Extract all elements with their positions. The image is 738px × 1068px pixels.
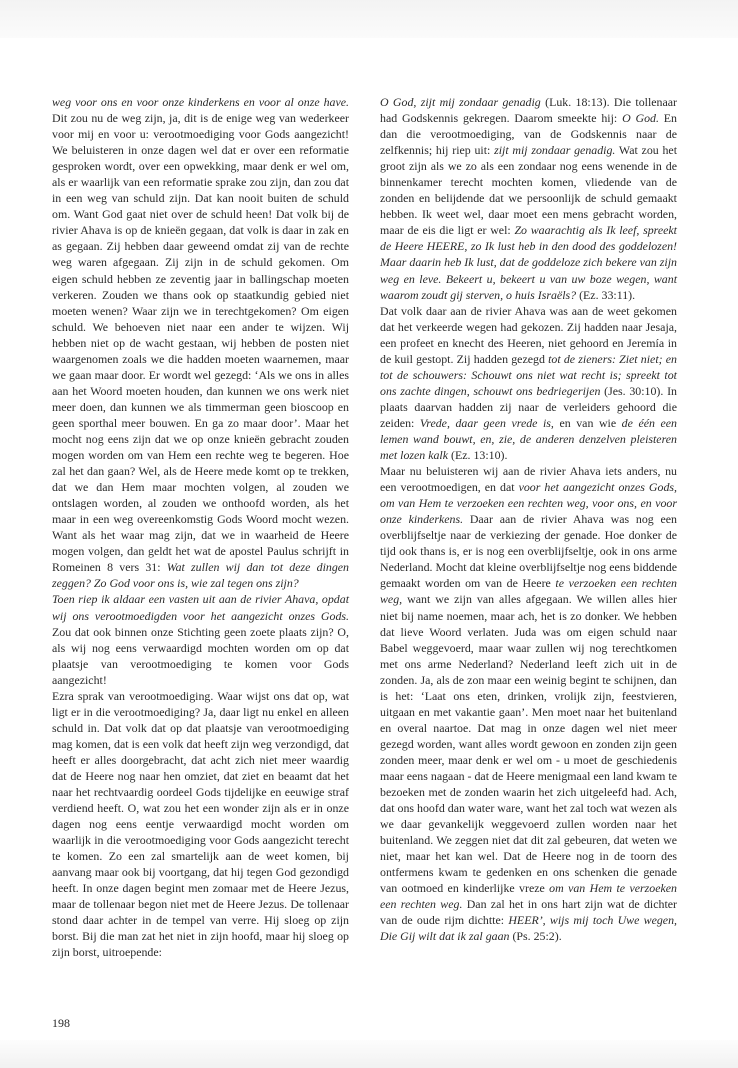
text-column-right xyxy=(380,94,677,944)
text: Dat volk daar aan de rivier Ahava was aan de weet gekomen dat het verkeerde wegen had gekozen. Zij hadden naar Jesaja, een profeet en knecht des Heeren, niet gehoord en Jeremía in de kuil gestopt. Zij hadden gezegd xyxy=(380,303,677,366)
text: Wat zou het groot zijn als we zo als een zondaar nog eens wenende in de binnenkamer terecht mochten komen, vliedende van de zonden en belijdende dat we persoonlijk de schuld gemaakt hebben. Ik weet wel, daar moet een mens gebracht worden, maar de eis die ligt er wel: xyxy=(380,143,678,238)
text-italic: Zo waarachtig als Ik leef, spreekt de Heere HEERE, zo Ik lust heb in den dood des goddelozen! Maar daarin heb Ik lust, dat de goddeloze zich bekere van zijn weg en leve. Bekeert u, bekeert u van uw boze wegen, want waarom zoudt gij sterven, o huis Israëls? xyxy=(380,223,677,302)
text: (Jes. 30:10). In plaats daarvan hadden zij naar de verleiders gehoord die zeiden: xyxy=(380,383,677,430)
page-number: 198 xyxy=(52,1016,70,1030)
paragraph xyxy=(52,688,349,961)
text-italic: de één een lemen wand bouwt, en, zie, de anderen denzelven pleisteren met lozen kalk xyxy=(380,415,677,463)
text: (Ez. 33:11). xyxy=(576,287,636,302)
text: (Luk. 18:13). Die tollenaar had Godskennis gekregen. Daarom smeekte hij: xyxy=(380,95,677,126)
text: Daar aan de rivier Ahava was nog een overblijfseltje naar de verkiezing der genade. Hoe donker de tijd ook thans is, er is nog een overblijfseltje, ook in ons arme Nederland. Mocht dat kleine overblijfseltje nog eens biddende gemaakt worden om van de Heere xyxy=(380,512,677,591)
text-italic: Toen riep ik aldaar een vasten uit aan de rivier Ahava, opdat wij ons verootmoedigden voor het aangezicht onzes Gods. xyxy=(52,592,349,623)
text: (Ez. 13:10). xyxy=(448,448,508,463)
text-italic: O God, zijt mij zondaar genadig xyxy=(380,95,541,109)
text-italic: te verzoeken een rechten weg, xyxy=(380,576,677,607)
text-italic: om van Hem te verzoeken een rechten weg. xyxy=(380,881,677,912)
text: want we zijn van alles afgegaan. We willen alles hier niet bij name noemen, maar ach, het is zo donker. We hebben dat lieve Woord verlaten. Juda was om eigen schuld naar Babel weggevoerd, maar waar zullen wij nog terechtkomen met ons arme Nederland? Nederland leeft zich uit in de zonden. Ja, als de zon maar een weinig begint te schijnen, dan is het: ‘Laat ons eten, drinken, vrolijk zijn, feestvieren, uitgaan en met vakantie gaan’. Men moet naar het buitenland en overal naartoe. Dat mag in onze dagen wel niet meer gezegd worden, want alles wordt gewoon en zonden zijn geen zonden meer, maar denk er wel om - u moet de geschiedenis maar eens nagaan - dat de Heere menigmaal een land kwam te bezoeken met de zonden waarin het zich uitgeleefd had. Ach, dat ons hoofd dan water ware, want het zal toch wat wezen als we daar gevankelijk weggevoerd zullen worden naar het buitenland. We zeggen niet dat dit zal gebeuren, dat weten we niet, maar het kan wel. Dat de Heere nog in de toorn des ontfermens kwam te gedenken en ons schenken die genade van ootmoed en kinderlijke vreze xyxy=(380,592,677,896)
paragraph xyxy=(380,463,677,944)
paragraph xyxy=(380,94,677,303)
text: en van wie xyxy=(553,415,622,430)
scan-edge-top xyxy=(0,0,738,38)
text-italic: weg voor ons en voor onze kinderkens en voor al onze have. xyxy=(52,95,349,109)
text: Dit zou nu de weg zijn, ja, dit is de enige weg van wederkeer voor mij en voor u: verootmoediging voor Gods aangezicht! We beluisteren in onze dagen wel dat er over een reformatie gesproken wordt, over een opwekking, maar denk er wel om, als er waarlijk van een reformatie sprake zou zijn, dan zou dat in een weg van schuld zijn. Dat kan nooit buiten de schuld om. Want God gaat niet over de schuld heen! Dat volk bij de rivier Ahava is op de knieën gegaan, dat volk is daar in zak en as gegaan. Zij hebben daar geweend omdat zij van de rechte weg waren afgegaan. Zij zijn in de schuld gekomen. Om eigen schuld hebben ze zeventig jaar in ballingschap moeten verkeren. Zouden we thans ook op staatkundig gebied niet moeten wenen? Waar zijn we in terechtgekomen? Om eigen schuld. We behoeven niet naar een ander te wijzen. Wij hebben niet op de wacht gestaan, wij hebben de posten niet waargenomen zoals we die hadden moeten waarnemen, maar we gaan maar door. Er wordt wel gezegd: ‘Als we ons in alles aan het Woord moeten houden, dan kunnen we ons werk niet meer doen, dan kunnen we als timmerman geen bioscoop en geen sporthal meer bouwen. En ga zo maar door’. Maar het mocht nog eens zijn dat we op onze knieën gebracht zouden mogen worden om van Hem een rechte weg te begeren. Hoe zal het dan gaan? Wel, als de Heere mede komt op te trekken, dat we dan Hem maar mochten volgen, al zouden we ontslagen worden, al zouden we onthoofd worden, als het maar in een weg overeenkomstig Gods Woord mocht wezen. Want als het waar mag zijn, dat we in waarheid de Heere mogen volgen, dan geldt het wat de apostel Paulus schrijft in Romeinen 8 vers 31: xyxy=(52,111,349,575)
text: Dan zal het in ons hart zijn wat de dichter van de oude rijm dichtte: xyxy=(380,897,677,928)
text-italic: zijt mij zondaar genadig. xyxy=(494,143,616,158)
text: (Ps. 25:2). xyxy=(509,929,562,944)
text: Ezra sprak van verootmoediging. Waar wijst ons dat op, wat ligt er in die verootmoediging? Ja, daar ligt nu enkel en alleen schuld in. Dat volk dat op dat plaatsje van verootmoediging mag komen, dat is een volk dat heeft zijn weg verzondigd, dat heeft er alles doorgebracht, dat acht zich niet meer waardig dat de Heere nog naar hen omziet, dat ziet en beaamt dat het naar het rechtvaardig oordeel Gods tijdelijke en eeuwige straf verdiend heeft. O, wat zou het een wonder zijn als er in onze dagen nog eens eentje verwaardigd mocht worden om waarlijk in die verootmoediging voor Gods aangezicht terecht te komen. Zo een zal smartelijk aan de weet komen, bij aanvang maar ook bij voortgang, dat hij tegen God gezondigd heeft. In onze dagen begint men zomaar met de Heere Jezus, maar de tollenaar begon niet met de Heere Jezus. De tollenaar stond daar achter in de tempel van verre. Hij sloeg op zijn borst. Bij die man zat het niet in zijn hoofd, maar hij sloeg op zijn borst, uitroepende: xyxy=(52,688,349,960)
text-italic: HEER’, wijs mij toch Uwe wegen, Die Gij wilt dat ik zal gaan xyxy=(380,913,677,944)
paragraph xyxy=(52,591,349,687)
text-italic: Vrede, daar geen vrede is, xyxy=(419,415,554,430)
text-italic: Wat zullen wij dan tot deze dingen zeggen? Zo God voor ons is, wie zal tegen ons zijn? xyxy=(52,560,350,591)
text: Maar nu beluisteren wij aan de rivier Ahava iets anders, nu een verootmoedigen, en dat xyxy=(380,464,677,495)
text-italic: voor het aangezicht onzes Gods, om van Hem te verzoeken een rechten weg, voor ons, en voor onze kinderkens. xyxy=(380,480,677,527)
scan-edge-bottom xyxy=(0,1040,738,1068)
text-italic: O God. xyxy=(622,111,659,126)
text: En dan die verootmoediging, van de Godskennis naar de zelfkennis; hij riep uit: xyxy=(380,111,678,158)
text: Zou dat ook binnen onze Stichting geen zoete plaats zijn? O, als wij nog eens verwaardigd mochten worden om op dat plaatsje van verootmoediging te komen voor Gods aangezicht! xyxy=(52,624,349,687)
text-column-left xyxy=(52,94,349,961)
paragraph xyxy=(52,94,349,591)
paragraph xyxy=(380,303,677,463)
text-italic: tot de zieners: Ziet niet; en tot de schouwers: Schouwt ons niet wat recht is; spreekt tot ons zachte dingen, schouwt ons bedriegerijen xyxy=(380,351,677,398)
